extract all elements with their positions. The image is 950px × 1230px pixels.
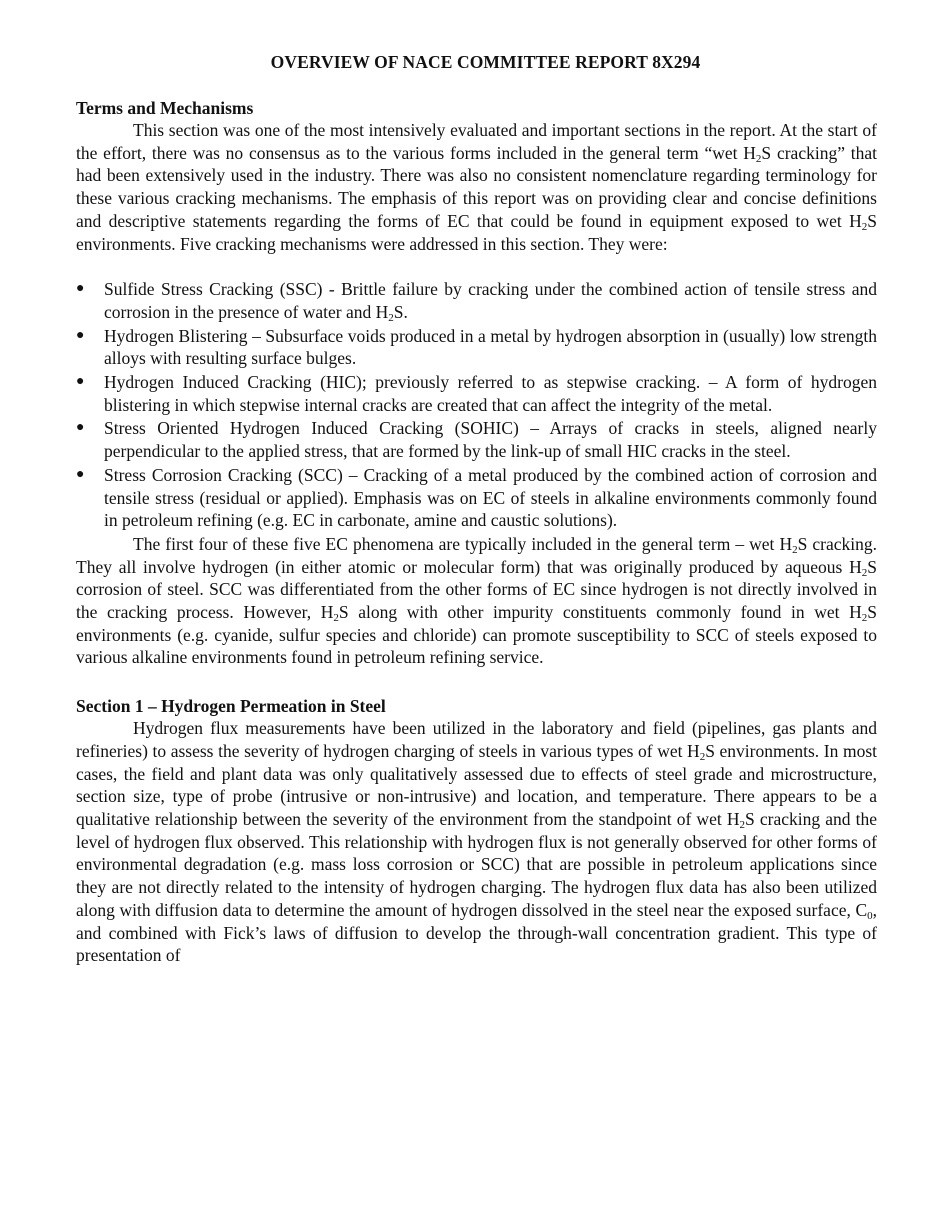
list-item: ● Stress Oriented Hydrogen Induced Cracking (SOHIC) – Arrays of cracks in steels, aligned nearly perpendicular to the applied stress, that are formed by the link-up of small HIC cracks in the steel. (76, 418, 877, 462)
bullet-icon: ● (76, 281, 85, 297)
list-item: ● Sulfide Stress Cracking (SSC) - Brittle failure by cracking under the combined action of tensile stress and corrosion in the presence of water and $H_2S$. (76, 279, 877, 324)
paragraph-intro: This section was one of the most intensively evaluated and important sections in the report. At the start of the effort, there was no consensus as to the various forms included in the general term “wet $H_2S$ cracking” that had been extensively used in the industry. There was also no consistent nomenclature regarding terminology for these various cracking mechanisms. The emphasis of this report was on providing clear and concise definitions and descriptive statements regarding the forms of EC that could be found in equipment exposed to wet $H_2S$ environments. Five cracking mechanisms were addressed in this section. They were: (76, 120, 878, 254)
section-heading-terms: Terms and Mechanisms (76, 98, 254, 118)
section-heading-hydrogen-permeation: Section 1 – Hydrogen Permeation in Steel (76, 696, 386, 717)
bullet-icon: ● (76, 420, 85, 436)
list-item: ● Hydrogen Blistering – Subsurface voids produced in a metal by hydrogen absorption in (usually) low strength alloys with resulting surface bulges. (76, 325, 877, 369)
paragraph-hydrogen-flux: Hydrogen flux measurements have been utilized in the laboratory and field (pipelines, gas plants and refineries) to assess the severity of hydrogen charging of steels in various types of wet $H_2S$ environments. In most cases, the field and plant data was only qualitatively assessed due to effects of steel grade and microstructure, section size, type of probe (intrusive or non-intrusive) and location, and temperature. There appears to be a qualitative relationship between the severity of the environment from the standpoint of wet $H_2S$ cracking and the level of hydrogen flux observed. This relationship with hydrogen flux is not generally observed for other forms of environmental degradation (e.g. mass loss corrosion or SCC) that are possible in petroleum applications since they are not directly related to the intensity of hydrogen charging. The hydrogen flux data has also been utilized along with diffusion data to determine the amount of hydrogen dissolved in the steel near the exposed surface, $C_0$, and combined with Fick’s laws of diffusion to develop the through-wall concentration gradient. This type of presentation of (76, 718, 878, 966)
bullet-icon: ● (76, 374, 85, 390)
document-title: OVERVIEW OF NACE COMMITTEE REPORT 8X294 (270, 52, 701, 72)
bullet-icon: ● (76, 466, 85, 482)
cracking-mechanisms-list (76, 278, 877, 532)
list-item: ● Hydrogen Induced Cracking (HIC); previously referred to as stepwise cracking. – A form of hydrogen blistering in which stepwise internal cracks are created that can affect the integrity of the metal. (76, 372, 877, 415)
list-item: ● Stress Corrosion Cracking (SCC) – Cracking of a metal produced by the combined action of corrosion and tensile stress (residual or applied). Emphasis was on EC of steels in alkaline environments commonly found in petroleum refining (e.g. EC in carbonate, amine and caustic solutions). (76, 464, 877, 531)
bullet-icon: ● (76, 327, 85, 343)
paragraph-first-four: The first four of these five EC phenomena are typically included in the general term – wet $H_2S$ cracking. They all involve hydrogen (in either atomic or molecular form) that was originally produced by aqueous $H_2S$ corrosion of steel. SCC was differentiated from the other forms of EC since hydrogen is not directly involved in the cracking process. However, $H_2S$ along with other impurity constituents commonly found in wet $H_2S$ environments (e.g. cyanide, sulfur species and chloride) can promote susceptibility to SCC of steels exposed to various alkaline environments found in petroleum refining service. (76, 533, 878, 668)
